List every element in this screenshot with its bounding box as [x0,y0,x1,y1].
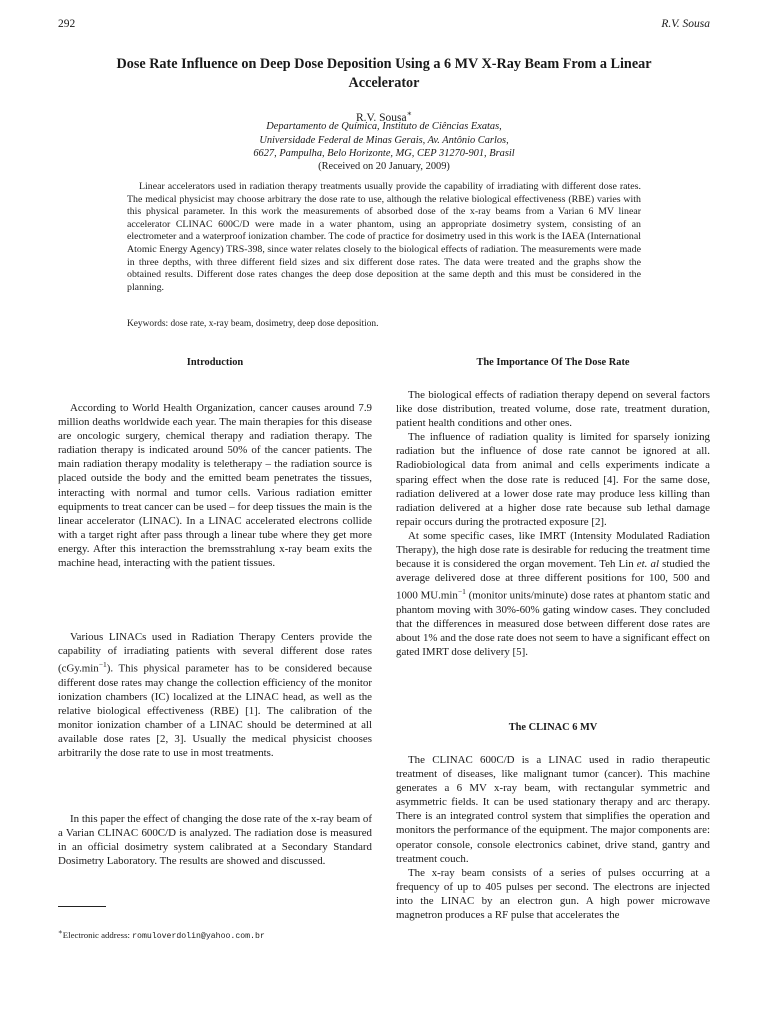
affiliation-line: Universidade Federal de Minas Gerais, Av. Antônio Carlos, [259,134,509,146]
clinac-section-body [396,753,710,922]
section-heading-clinac: The CLINAC 6 MV [508,722,598,733]
author-name: R.V. Sousa [355,111,407,124]
paper-title: Dose Rate Influence on Deep Dose Deposition Using a 6 MV X-Ray Beam From a Linear Accelerator [116,56,652,91]
running-author: R.V. Sousa [661,18,710,30]
author-email: romuloverdolin@yahoo.com.br [132,931,265,941]
dose-rate-paragraph-2: The influence of radiation quality is limited for sparsely ionizing radiation but the influence of dose rate cannot be ignored at all. Radiobiological data from animal and cells experiments indicate a sparing effect when the dose rate is reduced [4]. For the same dose, radiation delivered at a lower dose rate may produce less killing than radiation delivered at a higher dose rate because sub lethal damage repair occurs during the protracted exposure [2]. [396,431,710,528]
superscript: −1 [98,660,107,670]
section-heading-introduction: Introduction [186,357,244,368]
intro-paragraph-3: In this paper the effect of changing the dose rate of the x-ray beam of a Varian CLINAC 600C/D is analyzed. The radiation dose is measured in an official dosimetry system calibrated at a Secondary Standard Dosimetry Laboratory. The results are showed and discussed. [58,813,372,868]
dose-rate-paragraph-3: At some specific cases, like IMRT (Intensity Modulated Radiation Therapy), the high dose rate is desirable for reducing the treatment time because it is considered the organ movement. Teh Lin et. al studied the average delivered dose at three different positions for 100, 500 and 1000 $MU.\min^{-1}$ (monitor units/minute) dose rates at phantom static and phantom moving with 30%-60% gating window cases. They concluded that the differences in measured dose between different dose rates are about 1% and the dose rate does not seem to have a significant effect on gated IMRT dose delivery [5]. [396,529,711,659]
keywords: Keywords: dose rate, x-ray beam, dosimetry, deep dose deposition. [127,319,379,329]
author-footnote-mark: ∗ [406,109,413,118]
footnote-divider [58,906,106,907]
running-header [58,18,710,34]
page-number: 292 [58,18,76,30]
abstract: Linear accelerators used in radiation therapy treatments usually provide the capability of irradiating with different dose rates. The medical physicist may choose arbitrary the dose rate to use, although the relative biological effectiveness (RBE) varies with this physical parameter. In this work the measurements of absorbed dose of the x-ray beams from a Varian 6 MV linear accelerator CLINAC 600C/D were made in a water phantom, using an appropriate dosimetry system, consisting of an electrometer and a waterproof ionization chamber. The code of practice for dosimetry used in this work is the IAEA (International Atomic Energy Agency) TRS-398, since water relates closely to the biological effects of radiation. The measurements were made in three depths, with three different field sizes and six different dose rates. The data were treated and the graphs show the obtained results. Different dose rates changes the deep dose deposition at the same depth and this must be considered in the planning. [127,181,641,293]
footnote-mark: ∗ [58,928,63,936]
affiliation-line: 6627, Pampulha, Belo Horizonte, MG, CEP 31270-901, Brasil [253,148,515,160]
received-date: (Received on 20 January, 2009) [318,161,450,172]
superscript: −1 [457,587,466,597]
footnote [58,927,265,942]
affiliation [80,120,688,161]
dose-rate-paragraph-1: The biological effects of radiation therapy depend on several factors like dose distribution, treated volume, dose rate, treatment duration, patient health conditions and other ones. [396,389,710,430]
section-heading-dose-rate: The Importance Of The Dose Rate [476,357,630,368]
dose-rate-section-body [396,388,710,659]
intro-paragraph-2: Various LINACs used in Radiation Therapy Centers provide the capability of irradiating patients with several different dose rates $(cGy.\min^{-1})$. This physical parameter has to be considered because different dose rates may change the collection efficiency of the monitor ionization chambers (IC) localized at the LINAC head, as well as the relative biological effectiveness (RBE) [1]. The calibration of the monitor ionization chamber of a LINAC should be determined at all available dose rates [2, 3]. Usually the medical physicist chooses arbitrarily the dose rate to use in most treatments. [58,631,372,760]
footnote-label: Electronic address: [62,929,133,940]
intro-paragraph-1: According to World Health Organization, cancer causes around 7.9 million deaths worldwide each year. The main therapies for this disease are oncologic surgery, chemical therapy and radiation therapy. The radiation therapy is indicated around 50% of the cancer patients. The main radiation therapy modality is teletherapy – the radiation source is placed outside the body and the emitted beam penetrates the tissues, interacting with normal and tumor cells. Various radiation emitter equipments to treat cancer can be used – for deep tissues the main is the linear accelerator (LINAC). In a LINAC accelerated electrons collide with a target right after pass through a linear tube where they get more energy. After this interaction the bremsstrahlung x-ray beam exits the machine head, interacting with the patient tissues. [58,402,372,570]
clinac-paragraph-1: The CLINAC 600C/D is a LINAC used in radio therapeutic treatment of diseases, like malignant tumor (cancer). This machine generates a 6 MV x-ray beam, with rectangular symmetric and asymmetric fields. It can be used stationary therapy and arc therapy. There is an integrated control system that simplifies the operation and monitors the performance of the equipment. The major components are: operator console, console electronics cabinet, drive stand, gantry and treatment couch. [396,754,710,865]
affiliation-line: Departamento de Química, Instituto de Ciências Exatas, [266,121,502,132]
clinac-paragraph-2: The x-ray beam consists of a series of pulses occurring at a frequency of up to 405 pulses per second. The electrons are injected into the LINAC by an electron gun. A high power microwave magnetron produces a RF pulse that accelerates the [396,866,710,922]
